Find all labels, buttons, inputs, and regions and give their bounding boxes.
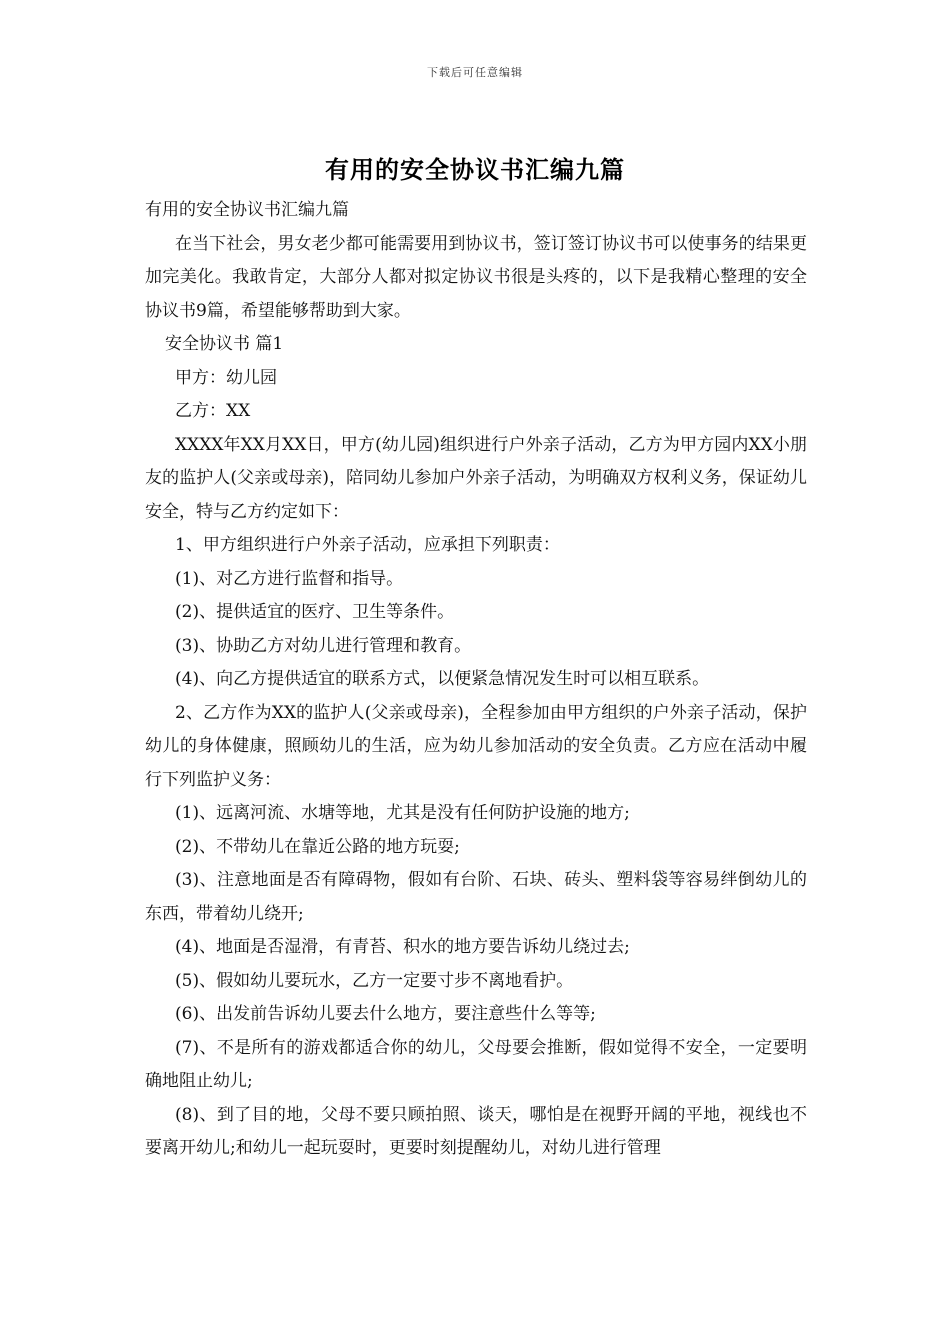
clause-item: (3)、注意地面是否有障碍物，假如有台阶、石块、砖头、塑料袋等容易绊倒幼儿的东西，带着幼儿绕开; [145, 870, 807, 924]
document-title: 有用的安全协议书汇编九篇 [325, 155, 625, 184]
clause-item: (8)、到了目的地，父母不要只顾拍照、谈天，哪怕是在视野开阔的平地，视线也不要离开幼儿;和幼儿一起玩耍时，更要时刻提醒幼儿，对幼儿进行管理 [145, 1104, 807, 1158]
clause-heading: 2、乙方作为XX的监护人(父亲或母亲)，全程参加由甲方组织的户外亲子活动，保护幼儿的身体健康，照顾幼儿的生活，应为幼儿参加活动的安全负责。乙方应在活动中履行下列监护义务： [145, 702, 807, 790]
party-a-line: 甲方：幼儿园 [175, 367, 277, 388]
document-body [145, 194, 807, 1166]
clause-item: (2)、不带幼儿在靠近公路的地方玩耍; [175, 836, 460, 857]
page-header-note: 下载后可任意编辑 [427, 66, 523, 79]
clause-item: (7)、不是所有的游戏都适合你的幼儿，父母要会推断，假如觉得不安全，一定要明确地阻止幼儿; [145, 1037, 807, 1091]
clause-item: (1)、远离河流、水塘等地，尤其是没有任何防护设施的地方; [175, 803, 630, 823]
clause-item: (3)、协助乙方对幼儿进行管理和教育。 [175, 635, 472, 656]
preamble-paragraph: XXXX年XX月XX日，甲方(幼儿园)组织进行户外亲子活动，乙方为甲方园内XX小朋友的监护人(父亲或母亲)，陪同幼儿参加户外亲子活动，为明确双方权利义务，保证幼儿安全，特与乙方约定如下： [145, 434, 807, 522]
clause-item: (4)、向乙方提供适宜的联系方式，以便紧急情况发生时可以相互联系。 [175, 669, 710, 689]
clause-item: (5)、假如幼儿要玩水，乙方一定要寸步不离地看护。 [175, 970, 574, 991]
clause-item: (1)、对乙方进行监督和指导。 [175, 568, 404, 589]
document-subtitle: 有用的安全协议书汇编九篇 [145, 200, 349, 220]
section-heading: 安全协议书 篇1 [165, 334, 284, 354]
clause-item: (4)、地面是否湿滑，有青苔、积水的地方要告诉幼儿绕过去; [175, 937, 630, 957]
party-b-line: 乙方：XX [175, 401, 251, 421]
clause-item: (2)、提供适宜的医疗、卫生等条件。 [175, 602, 455, 622]
clause-heading: 1、甲方组织进行户外亲子活动，应承担下列职责： [175, 535, 560, 555]
clause-item: (6)、出发前告诉幼儿要去什么地方，要注意些什么等等; [175, 1004, 596, 1024]
intro-paragraph: 在当下社会，男女老少都可能需要用到协议书，签订签订协议书可以使事务的结果更加完美化。我敢肯定，大部分人都对拟定协议书很是头疼的，以下是我精心整理的安全协议书9篇，希望能够帮助到大家。 [145, 233, 807, 321]
